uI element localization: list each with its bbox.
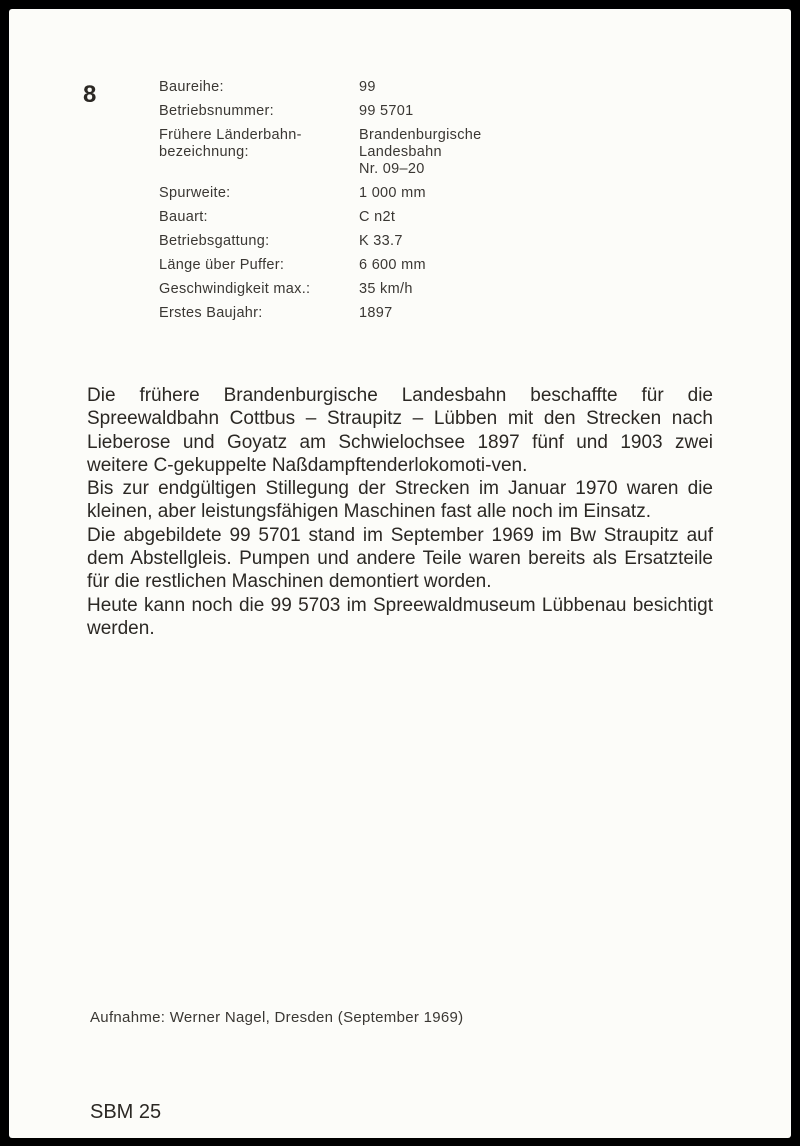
spec-label: Betriebsgattung: — [159, 233, 270, 249]
spec-row — [159, 103, 482, 120]
spec-value: 35 km/h — [359, 281, 413, 297]
spec-label: Bauart: — [159, 209, 208, 225]
spec-value: 6 600 mm — [359, 257, 426, 273]
spec-row — [159, 305, 482, 322]
spec-row — [159, 257, 482, 274]
spec-label: Baureihe: — [159, 79, 224, 95]
description-paragraph: Bis zur endgültigen Stillegung der Strecken im Januar 1970 waren die kleinen, aber leistungsfähigen Maschinen fast alle noch im Einsatz. — [87, 478, 713, 523]
spec-row — [159, 185, 482, 202]
spec-value: 1 000 mm — [359, 185, 426, 201]
photo-credit: Aufnahme: Werner Nagel, Dresden (September 1969) — [90, 1009, 464, 1026]
description-paragraph: Heute kann noch die 99 5703 im Spreewaldmuseum Lübbenau besichtigt werden. — [87, 594, 713, 639]
spec-value: Brandenburgische Landesbahn Nr. 09–20 — [359, 127, 482, 177]
spec-value: 1897 — [359, 305, 393, 321]
spec-value: 99 — [359, 79, 376, 95]
spec-label: Erstes Baujahr: — [159, 305, 263, 321]
spec-value: C n2t — [359, 209, 396, 225]
spec-label: Geschwindigkeit max.: — [159, 281, 311, 297]
spec-label: Frühere Länderbahn- bezeichnung: — [159, 127, 302, 160]
spec-row — [159, 233, 482, 250]
spec-row — [159, 281, 482, 298]
spec-table — [159, 79, 482, 329]
spec-row — [159, 79, 482, 96]
spec-label: Betriebsnummer: — [159, 103, 274, 119]
card-number: 8 — [83, 81, 97, 108]
spec-value: 99 5701 — [359, 103, 414, 119]
description-paragraph: Die abgebildete 99 5701 stand im September 1969 im Bw Straupitz auf dem Abstellgleis. Pumpen und andere Teile waren bereits als Ersatzteile für die restlichen Maschinen demontiert worden. — [87, 524, 713, 593]
description-paragraph: Die frühere Brandenburgische Landesbahn beschaffte für die Spreewaldbahn Cottbus – Straupitz – Lübben mit den Strecken nach Lieberose und Goyatz am Schwielochsee 1897 fünf und 1903 zwei weitere C-gekuppelte Naßdampftenderlokomoti-ven. — [87, 385, 713, 476]
spec-row — [159, 209, 482, 226]
spec-row — [159, 127, 482, 178]
spec-label: Länge über Puffer: — [159, 257, 285, 273]
spec-label: Spurweite: — [159, 185, 231, 201]
spec-value: K 33.7 — [359, 233, 403, 249]
postcard-back — [9, 9, 791, 1138]
description-text — [87, 384, 713, 640]
series-number: SBM 25 — [90, 1101, 162, 1123]
